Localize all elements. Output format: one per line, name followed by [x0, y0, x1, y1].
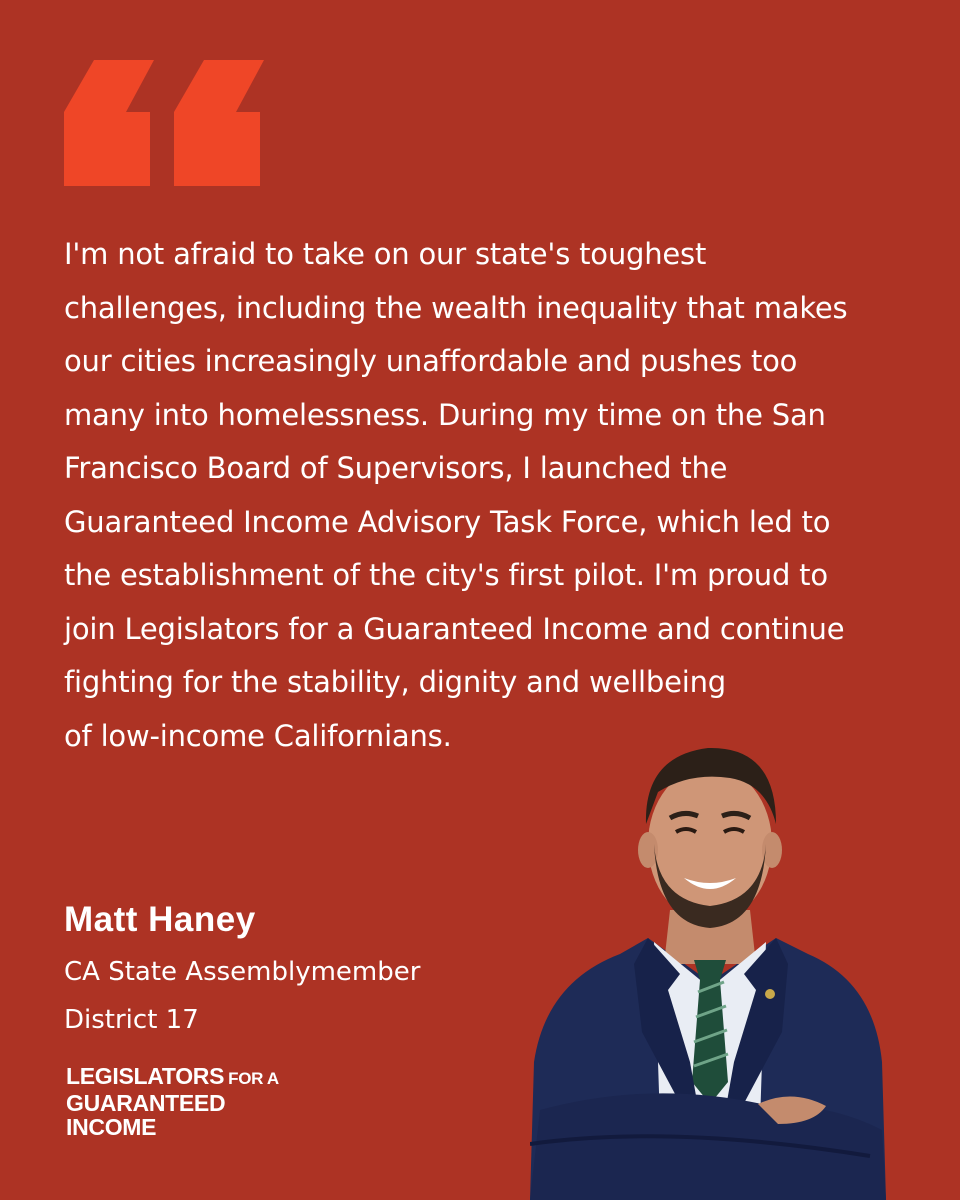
quote-text — [64, 228, 924, 763]
quote-line: join Legislators for a Guaranteed Income and continue — [64, 611, 845, 646]
logo-line-2: GUARANTEED — [66, 1090, 226, 1116]
quote-line: Francisco Board of Supervisors, I launched the — [64, 451, 728, 485]
quote-line: challenges, including the wealth inequality that makes — [64, 290, 848, 325]
portrait-photo — [530, 732, 890, 1200]
quote-line: many into homelessness. During my time on the San — [64, 397, 826, 432]
speaker-title: CA State Assemblymember — [64, 957, 421, 987]
logo-line-3: INCOME — [66, 1114, 157, 1140]
logo-word-for-a: FOR A — [228, 1069, 279, 1088]
quote-open-icon — [64, 60, 264, 186]
quote-line: our cities increasingly unaffordable and pushes too — [64, 344, 798, 378]
quote-line: Guaranteed Income Advisory Task Force, which led to — [64, 504, 831, 539]
speaker-district: District 17 — [64, 1005, 199, 1035]
quote-line: of low-income Californians. — [64, 718, 452, 753]
logo-line-1 — [66, 1064, 279, 1091]
quote-line: fighting for the stability, dignity and wellbeing — [64, 665, 727, 699]
quote-line: I'm not afraid to take on our state's toughest — [64, 237, 707, 271]
logo-word-legislators: LEGISLATORS — [66, 1063, 225, 1089]
speaker-name: Matt Haney — [64, 900, 256, 939]
quote-line: the establishment of the city's first pilot. I'm proud to — [64, 558, 828, 592]
org-logo — [66, 1064, 279, 1139]
attribution — [64, 892, 420, 1044]
